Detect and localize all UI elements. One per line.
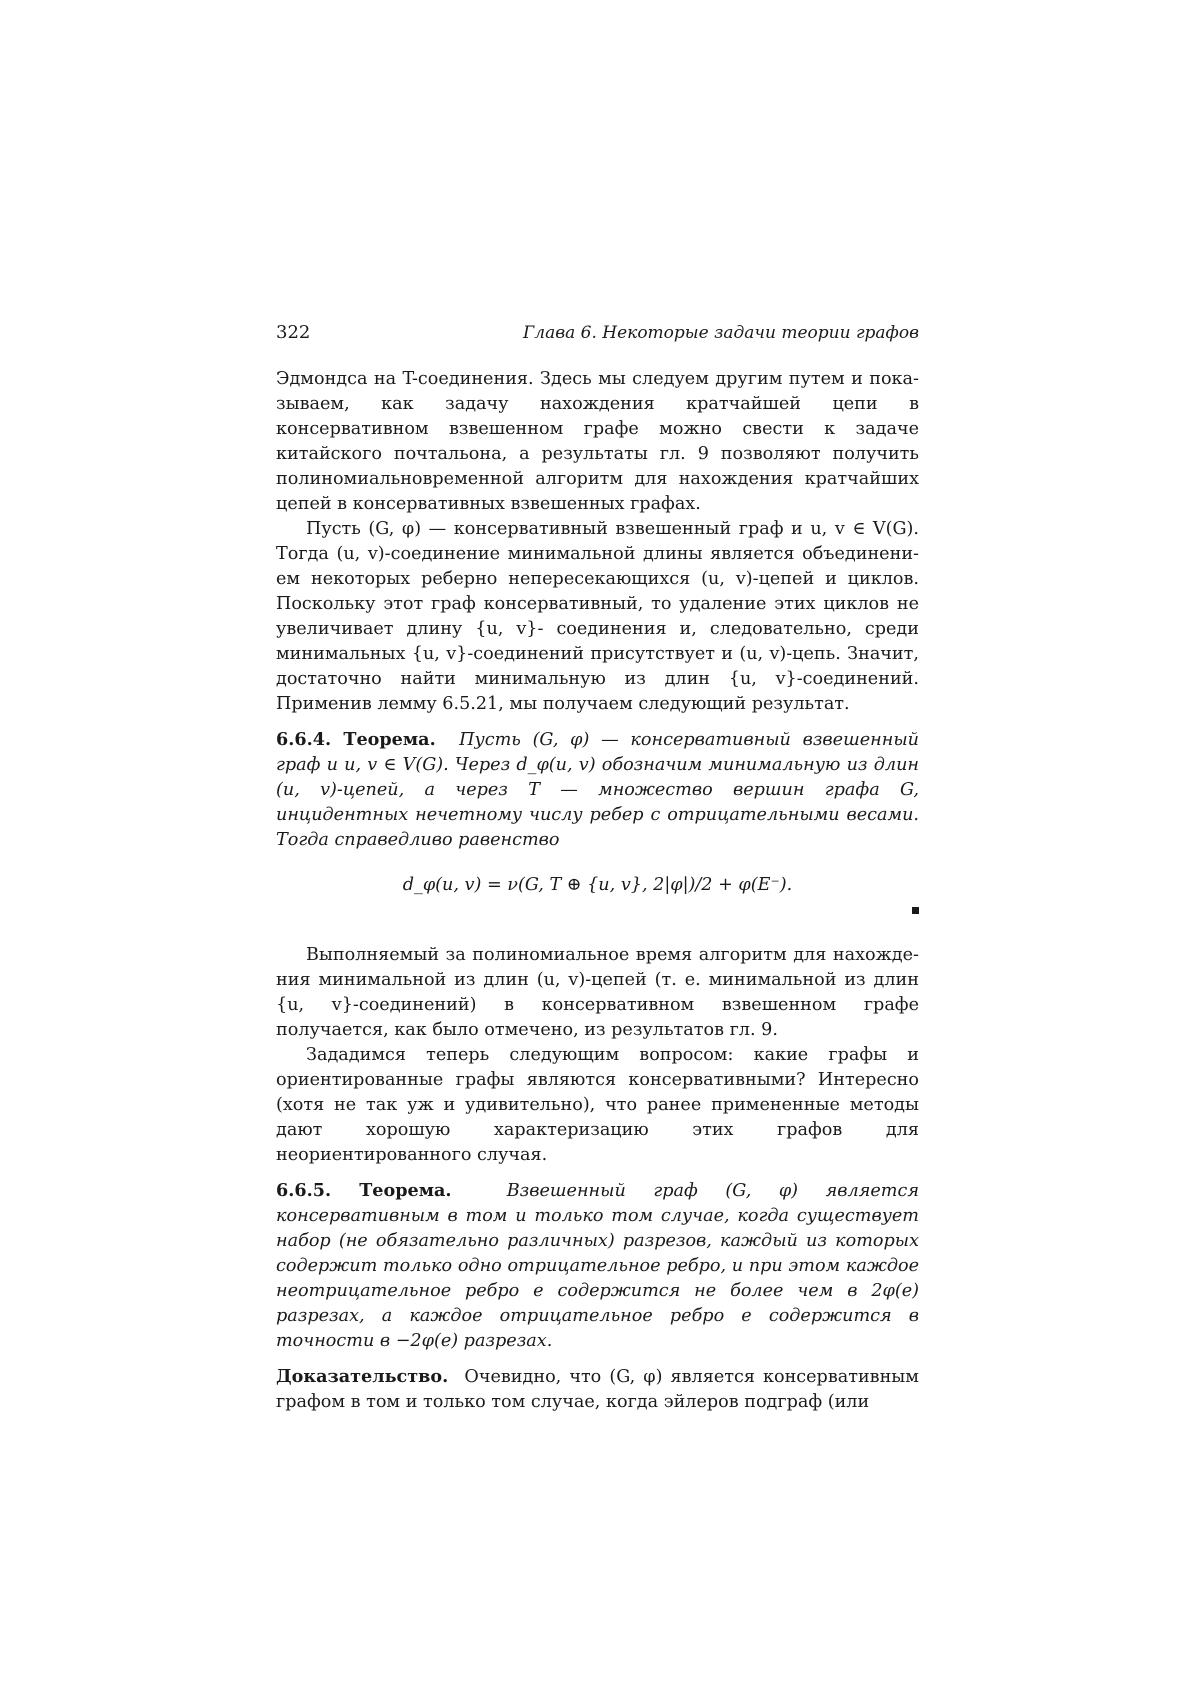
theorem-body: Пусть (G, φ) — консервативный взвешенный граф и u, v ∈ V(G). Через d_φ(u, v) обозначим минимальную из длин (u, v)-цепей, а через T — множество вершин графа G, инцидентных нечетному числу ребер с отрицательными весами. Тогда справедливо равенство [276, 730, 920, 850]
paragraph-4: Зададимся теперь следующим вопросом: какие графы и ориентированные графы являются консервативными? Интересно (хотя не так уж и удивительно), что ранее примененные методы дают хорошую характеризацию этих графов для неориентированного случая. [276, 1045, 919, 1165]
qed-square-icon [912, 907, 919, 914]
theorem-label: 6.6.5. Теорема. [276, 1180, 452, 1201]
proof-label: Доказательство. [276, 1366, 449, 1387]
theorem-label: 6.6.4. Теорема. [276, 729, 436, 750]
book-page [276, 322, 919, 1415]
qed-mark [276, 903, 919, 917]
paragraph-3: Выполняемый за полиномиальное время алгоритм для нахождения минимальной из длин (u, v)-цепей (т. е. минимальной из длин {u, v}-соединений) в консервативном взвешенном графе получается, как было отмечено, из результатов гл. 9. [276, 945, 919, 1040]
proof [276, 1364, 919, 1415]
theorem-body: Взвешенный граф (G, φ) является консервативным в том и только том случае, когда существует набор (не обязательно различных) разрезов, каждый из которых содержит только одно отрицательное ребро, и при этом каждое неотрицательное ребро e содержится не более чем в 2φ(e) разрезах, а каждое отрицательное ребро e содержится в точности в −2φ(e) разрезах. [276, 1181, 919, 1351]
page-number: 322 [276, 322, 311, 343]
formula: d_φ(u, v) = ν(G, T ⊕ {u, v}, 2|φ|)/2 + φ(E⁻). [402, 875, 793, 895]
proof-body: Очевидно, что (G, φ) является консервативным графом в том и только том случае, когда эйлеров подграф (или [276, 1367, 919, 1412]
paragraph-2: Пусть (G, φ) — консервативный взвешенный граф и u, v ∈ V(G). Тогда (u, v)-соединение минимальной длины является объединением некоторых реберно непересекающихся (u, v)-цепей и циклов. Поскольку этот граф консервативный, то удаление этих циклов не увеличивает длину {u, v}- соединения и, следовательно, среди минимальных {u, v}-соединений присутствует и (u, v)-цепь. Значит, достаточно найти минимальную из длин {u, v}-соединений. Применив лемму 6.5.21, мы получаем следующий результат. [276, 519, 919, 714]
theorem-6-6-4 [276, 727, 919, 853]
paragraph-1: Эдмондса на T-соединения. Здесь мы следуем другим путем и показываем, как задачу нахождения кратчайшей цепи в консервативном взвешенном графе можно свести к задаче китайского почтальона, а результаты гл. 9 позволяют получить полиномиальновременной алгоритм для нахождения кратчайших цепей в консервативных взвешенных графах. [276, 369, 919, 514]
chapter-title: Глава 6. Некоторые задачи теории графов [523, 323, 919, 343]
page-header [276, 322, 919, 343]
theorem-6-6-5 [276, 1178, 919, 1354]
